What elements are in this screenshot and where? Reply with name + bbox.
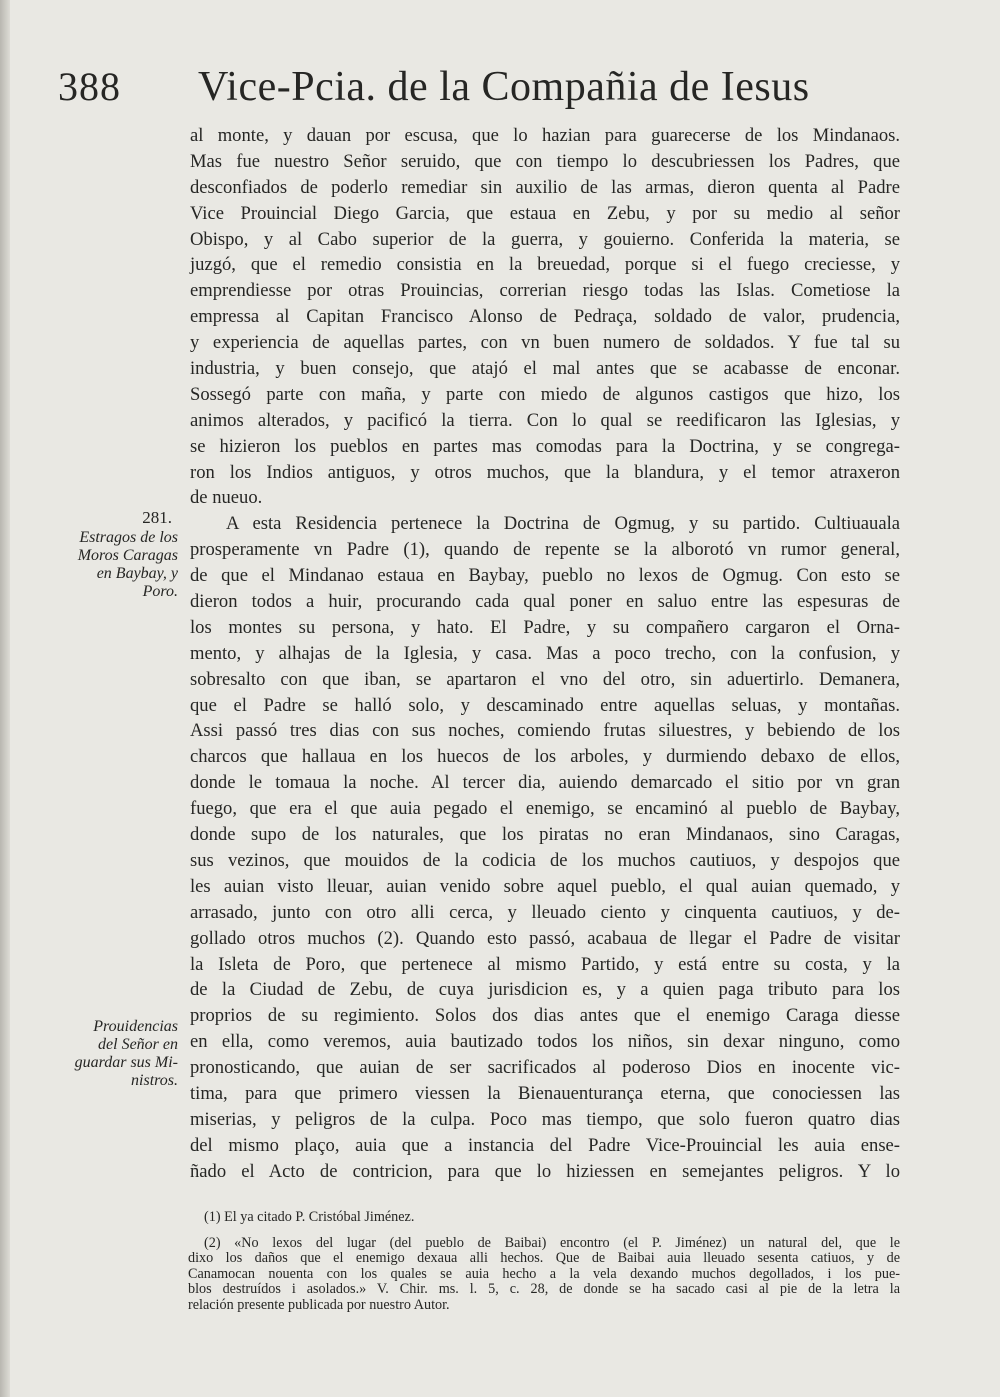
margin-note-line: Estragos de los <box>79 529 178 546</box>
text-line: y experiencia de aquellas partes, con vn buen numero de soldados. Y fue tal su <box>190 332 900 354</box>
footnote-2-line: Canamocan nouenta con los quales se auia hecho a la vela dexando muchos degollados, i los pue- <box>188 1265 900 1282</box>
text-line: los montes su persona, y hato. El Padre, y su compañero cargaron el Orna- <box>190 616 900 638</box>
text-line: desconfiados de poderlo remediar sin auxilio de las armas, dieron quenta al Padre <box>190 176 900 198</box>
text-line: ron los Indios antiguos, y otros muchos, que la blandura, y el temor atraxeron <box>190 461 900 483</box>
text-line: Vice Prouincial Diego Garcia, que estaua en Zebu, y por su medio al señor <box>190 202 900 224</box>
margin-note-line: Prouidencias <box>93 1018 178 1035</box>
footnotes <box>188 1210 900 1314</box>
text-line: sus vezinos, que mouidos de la codicia de los muchos cautiuos, y despojos que <box>190 849 900 871</box>
text-line: miserias, y peligros de la culpa. Poco mas tiempo, que solo fueron quatro dias <box>190 1108 900 1130</box>
text-line: sobresalto con que iban, se apartaron el vno del otro, sin aduertirlo. Demanera, <box>190 668 900 690</box>
text-line: arrasado, junto con otro alli cerca, y lleuado ciento y cinquenta cautiuos, y de- <box>190 901 900 923</box>
text-line: fuego, que era el que auia pegado el enemigo, se encaminó al pueblo de Baybay, <box>190 798 900 820</box>
margin-note-line: guardar sus Mi- <box>74 1054 178 1071</box>
text-line: Mas fue nuestro Señor seruido, que con tiempo lo descubriessen los Padres, que <box>190 150 900 172</box>
text-line: ñado el Acto de contricion, para que lo hiziessen en semejantes peligros. Y lo <box>190 1160 900 1182</box>
text-line: de que el Mindanao estaua en Baybay, pueblo no lexos de Ogmug. Con esto se <box>190 565 900 587</box>
text-line: que el Padre se halló solo, y descaminado entre aquellas seluas, y montañas. <box>190 694 900 716</box>
text-line: les auian visto lleuar, auian venido sobre aquel pueblo, el qual auian quemado, y <box>190 875 900 897</box>
text-line: prosperamente vn Padre (1), quando de repente se la alborotó vn rumor general, <box>190 539 900 561</box>
footnote-2-line: blos destruídos i asolados.» V. Chir. ms. l. 5, c. 28, de donde se ha sacado casi al pie de la letra la <box>188 1281 900 1298</box>
text-line: mento, y alhajas de la Iglesia, y casa. Mas a poco trecho, con la confusion, y <box>190 642 900 664</box>
text-line: pronosticando, que auian de ser sacrificados al poderoso Dios en inocente vic- <box>190 1057 900 1079</box>
margin-note-281 <box>48 509 178 601</box>
text-line: donde supo de los naturales, que los piratas no eran Mindanaos, sino Caragas, <box>190 824 900 846</box>
text-line: al monte, y dauan por escusa, que lo hazian para guarecerse de los Mindanaos. <box>190 125 900 146</box>
text-line: Obispo, y al Cabo superior de la guerra, y gouierno. Conferida la materia, se <box>190 228 900 250</box>
text-line: empressa al Capitan Francisco Alonso de Pedraça, soldado de valor, prudencia, <box>190 306 900 328</box>
footnote-2-line: relación presente publicada por nuestro Autor. <box>188 1296 450 1313</box>
main-text-block <box>190 123 900 1185</box>
book-spine-shadow <box>0 0 10 1397</box>
text-line: en ella, como veremos, auia bautizado todos los niños, sin dexar ninguno, como <box>190 1031 900 1053</box>
text-line: de la Ciudad de Zebu, de cuya jurisdicion es, y a quien paga tributo para los <box>190 979 900 1001</box>
text-line: emprendiesse por otras Prouincias, correrian riesgo todas las Islas. Cometiose la <box>190 280 900 302</box>
text-line: del mismo plaço, auia que a instancia del Padre Vice-Prouincial les auia ense- <box>190 1134 900 1156</box>
text-line: proprios de su regimiento. Solos dos dias antes que el enemigo Caraga diesse <box>190 1005 900 1027</box>
running-title: Vice-Pcia. de la Compañia de Iesus <box>198 64 810 110</box>
text-line: donde le tomaua la noche. Al tercer dia, auiendo demarcado el sitio por vn gran <box>190 772 900 794</box>
text-line: gollado otros muchos (2). Quando esto passó, acabaua de llegar el Padre de visitar <box>190 927 900 949</box>
margin-note-line: Poro. <box>142 583 178 600</box>
text-line: tima, para que primero viessen la Bienauenturança eterna, que conociessen las <box>190 1082 900 1104</box>
text-line: charcos que hallaua en los huecos de los arboles, y durmiendo debaxo de ellos, <box>190 746 900 768</box>
text-line: la Isleta de Poro, que pertenece al mismo Partido, y está entre su costa, y la <box>190 953 900 975</box>
text-line: juzgó, que el remedio consistia en la breuedad, porque si el fuego creciesse, y <box>190 254 900 276</box>
text-line: animos alterados, y pacificó la tierra. Con lo qual se reedificaron las Iglesias, y <box>190 409 900 431</box>
text-line: industria, y buen consejo, que atajó el mal antes que se acabasse de enconar. <box>190 358 900 380</box>
text-line: se hizieron los pueblos en partes mas comodas para la Doctrina, y se congrega- <box>190 435 900 457</box>
page-number: 388 <box>58 64 121 109</box>
margin-note-line: en Baybay, y <box>96 565 178 582</box>
footnote-2-line: dixo los daños que el enemigo dexaua alli hechos. Que de Baibai auia lleuado sesenta catiuos, y de <box>188 1250 900 1267</box>
text-line: A esta Residencia pertenece la Doctrina de Ogmug, y su partido. Cultiuauala <box>226 513 900 535</box>
margin-note-line: del Señor en <box>98 1036 178 1053</box>
text-line: dieron todos a huir, procurando cada qual poner en saluo entre las espesuras de <box>190 591 900 613</box>
margin-note-prouidencias <box>48 1018 178 1090</box>
margin-note-line: Moros Caragas <box>77 547 178 564</box>
paragraph-number: 281. <box>142 508 172 527</box>
text-line: Sossegó parte con maña, y parte con miedo de algunos castigos que hizo, los <box>190 383 900 405</box>
footnote-2-line: (2) «No lexos del lugar (del pueblo de Baibai) encontro (el P. Jiménez) un natural del, que le <box>204 1234 900 1251</box>
footnote-1: (1) El ya citado P. Cristóbal Jiménez. <box>204 1209 415 1225</box>
text-line: de nueuo. <box>190 487 263 509</box>
page-header <box>58 62 900 112</box>
margin-note-line: nistros. <box>131 1072 178 1089</box>
text-line: Assi passó tres dias con sus noches, comiendo frutas siluestres, y bebiendo de los <box>190 720 900 742</box>
